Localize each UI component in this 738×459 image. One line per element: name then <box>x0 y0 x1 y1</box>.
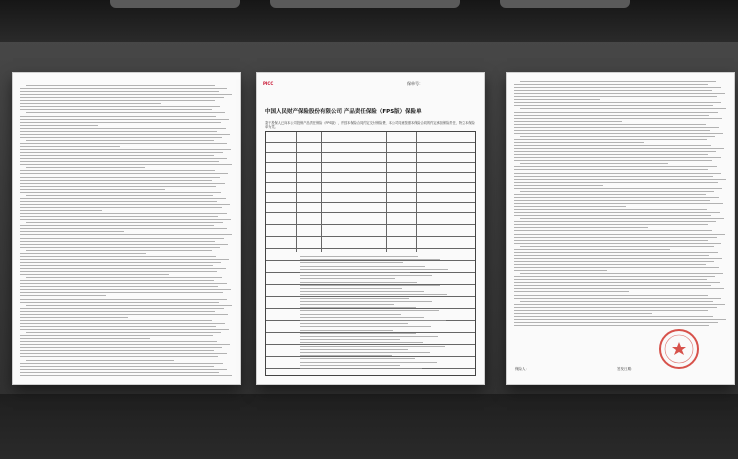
table-text-line <box>300 282 417 283</box>
table-text-line <box>300 330 393 331</box>
text-line <box>514 279 707 280</box>
text-line <box>514 291 629 292</box>
text-line <box>20 286 218 287</box>
text-line <box>514 258 722 259</box>
text-line <box>514 240 708 241</box>
text-line <box>514 206 626 207</box>
text-line <box>20 186 216 187</box>
table-text-line <box>300 278 395 279</box>
table-col-divider <box>321 132 322 252</box>
text-line <box>20 146 120 147</box>
text-line <box>514 145 711 146</box>
text-line <box>20 244 228 245</box>
table-row-divider <box>266 182 475 183</box>
text-line <box>20 143 227 144</box>
text-line <box>520 81 716 82</box>
text-line <box>20 353 227 354</box>
text-line <box>514 148 724 149</box>
table-text-line <box>300 358 415 359</box>
text-line <box>514 307 717 308</box>
text-line <box>20 119 229 120</box>
text-line <box>514 169 708 170</box>
text-line <box>514 87 721 88</box>
text-line <box>20 259 229 260</box>
table-text-line <box>300 256 418 257</box>
table-col-divider <box>386 132 387 252</box>
top-tab-right <box>500 0 630 8</box>
text-line <box>20 280 214 281</box>
text-line <box>20 295 106 296</box>
text-line <box>20 326 216 327</box>
text-line <box>520 218 724 219</box>
text-line <box>26 305 232 306</box>
table-text-line <box>300 349 408 350</box>
text-line <box>20 204 230 205</box>
table-text-line <box>300 336 438 337</box>
table-text-line <box>300 320 446 321</box>
table-row-divider <box>266 236 475 237</box>
text-line <box>20 207 222 208</box>
text-line <box>20 189 165 190</box>
text-line <box>514 209 707 210</box>
table-text-line <box>300 317 424 318</box>
text-line <box>20 271 217 272</box>
text-line <box>20 122 221 123</box>
table-text-line <box>300 326 431 327</box>
text-line <box>514 115 709 116</box>
table-row-divider <box>266 202 475 203</box>
text-line <box>20 366 214 367</box>
text-line <box>514 261 714 262</box>
text-line <box>20 219 231 220</box>
text-line <box>514 215 711 216</box>
text-line <box>20 356 218 357</box>
text-line <box>520 136 715 137</box>
text-line <box>20 311 215 312</box>
text-line <box>20 274 169 275</box>
text-line <box>514 118 722 119</box>
text-line <box>20 292 223 293</box>
text-line <box>514 237 717 238</box>
text-line <box>20 161 219 162</box>
text-line <box>20 268 226 269</box>
table-row-divider <box>266 212 475 213</box>
text-line <box>20 134 230 135</box>
text-line <box>514 212 720 213</box>
text-line <box>20 125 98 126</box>
text-line <box>20 231 124 232</box>
text-line <box>520 246 714 247</box>
table-text-line <box>300 342 423 343</box>
text-line <box>20 94 232 95</box>
text-line <box>514 90 712 91</box>
text-line <box>20 320 212 321</box>
text-line <box>20 152 223 153</box>
text-line <box>20 97 224 98</box>
text-line <box>520 163 668 164</box>
table-row-divider <box>266 152 475 153</box>
text-line <box>514 227 648 228</box>
text-line <box>20 265 213 266</box>
intro-text: 鉴于投保人已向本公司投保产品责任保险（FPS版），并按本保险合同约定交付保险费，本公司同意按照本保险合同的约定承担保险责任，特立本保险单为凭。 <box>265 121 475 129</box>
text-line <box>20 137 222 138</box>
table-text-line <box>300 272 410 273</box>
text-line <box>514 121 622 122</box>
table-text-line <box>300 301 432 302</box>
text-line <box>20 170 215 171</box>
table-row-divider <box>266 248 475 249</box>
text-line <box>514 255 709 256</box>
text-line <box>20 164 232 165</box>
text-line <box>20 192 221 193</box>
table-text-line <box>300 266 425 267</box>
table-text-line <box>300 307 416 308</box>
table-text-line <box>300 262 403 263</box>
text-line <box>514 270 607 271</box>
text-line <box>514 151 716 152</box>
text-line <box>514 264 706 265</box>
text-line <box>514 304 725 305</box>
table-text-line <box>300 269 448 270</box>
text-line <box>20 302 219 303</box>
text-line <box>20 216 218 217</box>
text-line <box>514 288 724 289</box>
table-text-line <box>300 323 408 324</box>
text-line <box>26 195 213 196</box>
text-line <box>514 185 603 186</box>
text-line <box>20 198 226 199</box>
text-line <box>20 128 226 129</box>
text-line <box>514 130 710 131</box>
text-line <box>514 96 717 97</box>
center-document-page <box>257 73 484 384</box>
text-line <box>20 347 222 348</box>
text-line <box>514 203 723 204</box>
text-line <box>20 213 227 214</box>
text-line <box>20 158 227 159</box>
text-line <box>514 230 712 231</box>
page-title: 中国人民财产保险股份有限公司 产品责任保险（FPS版）保险单 <box>265 109 422 115</box>
text-line <box>26 167 145 168</box>
text-line <box>20 338 150 339</box>
text-line <box>20 88 227 89</box>
text-line <box>20 350 214 351</box>
table-text-line <box>300 339 400 340</box>
text-line <box>514 166 717 167</box>
text-line <box>26 360 174 361</box>
table-text-line <box>300 288 402 289</box>
text-line <box>514 182 718 183</box>
text-line <box>20 335 213 336</box>
text-line <box>20 372 219 373</box>
text-line <box>26 112 225 113</box>
text-line <box>20 308 224 309</box>
text-line <box>26 222 223 223</box>
text-line <box>514 102 721 103</box>
text-line <box>20 91 219 92</box>
text-line <box>514 252 718 253</box>
text-line <box>514 325 709 326</box>
text-line <box>514 234 725 235</box>
text-line <box>26 277 222 278</box>
table-text-line <box>300 365 400 366</box>
text-line <box>514 298 721 299</box>
table-row-divider <box>266 172 475 173</box>
policy-form-table <box>265 131 476 376</box>
text-line <box>20 131 217 132</box>
table-text-line <box>300 352 430 353</box>
text-line <box>20 109 212 110</box>
text-line <box>20 256 216 257</box>
text-line <box>514 157 721 158</box>
text-line <box>26 332 221 333</box>
picc-logo: PICC <box>263 81 274 86</box>
table-text-line <box>300 314 401 315</box>
text-line <box>20 173 228 174</box>
text-line <box>20 314 228 315</box>
text-line <box>514 99 600 100</box>
text-line <box>20 201 217 202</box>
text-line <box>514 310 708 311</box>
text-line <box>514 124 706 125</box>
text-line <box>514 142 644 143</box>
text-line <box>514 160 712 161</box>
text-line <box>20 323 225 324</box>
text-line <box>20 247 220 248</box>
table-col-divider <box>416 132 417 252</box>
table-text-line <box>300 275 432 276</box>
text-line <box>20 183 225 184</box>
text-line <box>20 344 230 345</box>
text-line <box>514 112 718 113</box>
policy-number-label: 保单号： <box>407 81 423 86</box>
text-line <box>20 363 223 364</box>
table-text-line <box>300 346 445 347</box>
company-seal-icon <box>657 327 701 371</box>
text-line <box>20 228 227 229</box>
text-line <box>20 116 216 117</box>
table-text-line <box>300 310 439 311</box>
text-line <box>20 106 220 107</box>
text-line <box>514 105 713 106</box>
text-line <box>20 289 231 290</box>
table-text-line <box>300 304 394 305</box>
text-line <box>514 221 716 222</box>
text-line <box>514 173 721 174</box>
table-text-line <box>300 355 392 356</box>
text-line <box>20 177 220 178</box>
text-line <box>20 253 146 254</box>
table-text-line <box>300 362 437 363</box>
top-tab-left <box>110 0 240 8</box>
right-document-page <box>507 73 734 384</box>
bottom-shelf <box>0 394 738 459</box>
text-line <box>514 133 723 134</box>
text-line <box>20 238 224 239</box>
text-line <box>20 149 231 150</box>
table-text-line <box>300 298 409 299</box>
left-document-page <box>13 73 240 384</box>
table-text-line <box>300 368 422 369</box>
table-row-divider <box>266 142 475 143</box>
text-line <box>20 234 232 235</box>
text-line <box>514 295 708 296</box>
text-line <box>514 127 719 128</box>
table-text-line <box>300 259 440 260</box>
text-line <box>20 369 227 370</box>
text-line <box>514 285 711 286</box>
text-line <box>20 262 221 263</box>
text-line <box>20 317 128 318</box>
text-line <box>514 224 708 225</box>
text-line <box>20 299 227 300</box>
table-text-line <box>300 285 440 286</box>
text-line <box>520 108 726 109</box>
table-col-divider <box>296 132 297 252</box>
text-line <box>514 139 707 140</box>
table-text-line <box>300 291 424 292</box>
insurer-signature-label: 保险人： <box>515 367 529 371</box>
text-line <box>514 188 722 189</box>
text-line <box>514 313 652 314</box>
text-line <box>514 179 726 180</box>
text-line <box>514 154 708 155</box>
text-line <box>514 93 725 94</box>
text-line <box>520 191 714 192</box>
text-line <box>26 250 212 251</box>
text-line <box>514 194 706 195</box>
table-row-divider <box>266 192 475 193</box>
text-line <box>20 283 227 284</box>
text-line <box>26 140 214 141</box>
top-dark-strip <box>0 0 738 42</box>
text-line <box>514 176 713 177</box>
text-line <box>514 322 718 323</box>
text-line <box>20 180 212 181</box>
text-line <box>514 84 708 85</box>
text-line <box>514 316 713 317</box>
table-text-line <box>300 333 416 334</box>
text-line <box>520 273 723 274</box>
text-line <box>20 210 102 211</box>
issue-date-label: 签发日期： <box>617 367 635 371</box>
text-line <box>20 103 161 104</box>
text-line <box>20 241 215 242</box>
text-line <box>514 243 721 244</box>
text-line <box>514 282 720 283</box>
text-line <box>514 267 719 268</box>
text-line <box>514 276 715 277</box>
text-line <box>26 85 215 86</box>
text-line <box>20 225 214 226</box>
table-row-divider <box>266 224 475 225</box>
text-line <box>514 319 726 320</box>
table-text-line <box>300 294 447 295</box>
text-line <box>20 329 229 330</box>
text-line <box>514 200 710 201</box>
text-line <box>20 341 217 342</box>
text-line <box>520 301 713 302</box>
text-line <box>514 249 670 250</box>
table-row-divider <box>266 162 475 163</box>
text-line <box>20 155 214 156</box>
text-line <box>20 375 232 376</box>
text-line <box>514 197 719 198</box>
top-tab-center <box>270 0 460 8</box>
text-line <box>20 100 215 101</box>
